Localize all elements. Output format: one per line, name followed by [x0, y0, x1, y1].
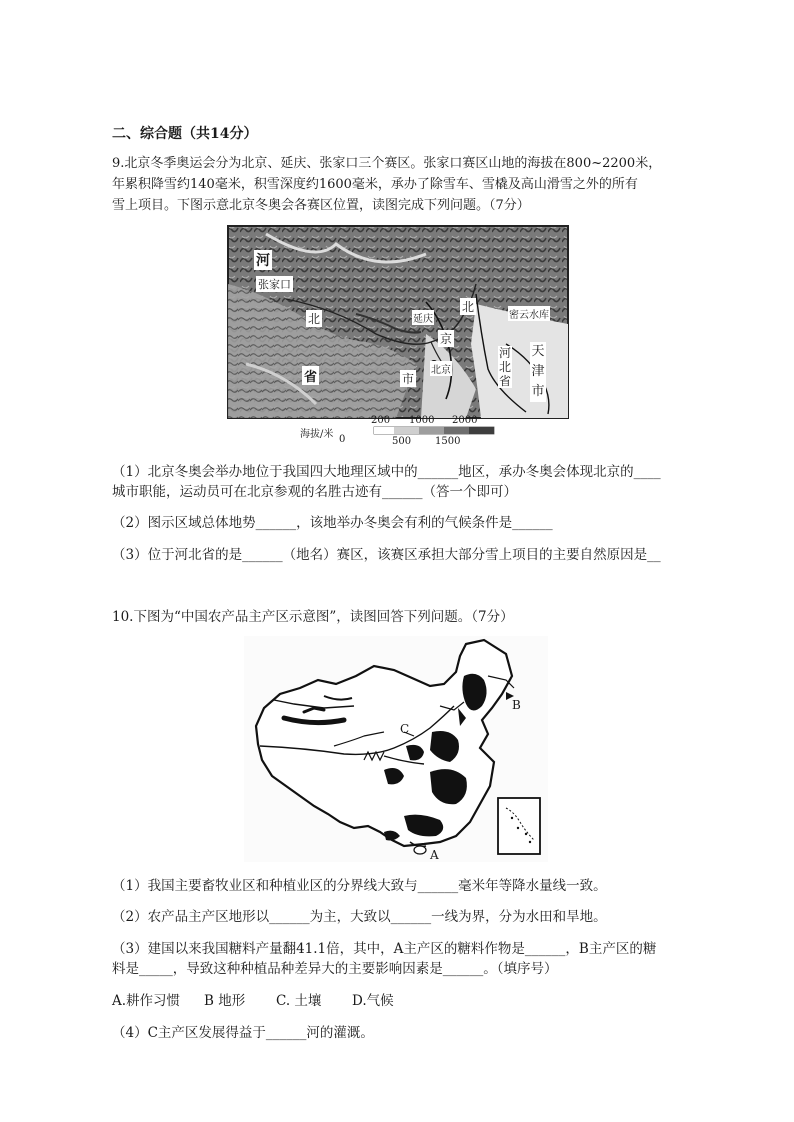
- q10-sub-3-line-1: （3）建国以来我国糖料产量翻41.1倍，其中，A主产区的糖料作物是______，B主产区的糖: [112, 941, 657, 957]
- map-label-tianjin-city: [530, 342, 546, 402]
- map-label-hebei-char-3: 省: [498, 374, 511, 388]
- china-agri-map: [244, 636, 548, 862]
- map-label-zhangjiakou: 张家口: [258, 278, 291, 291]
- map-label-tianjin-char-2: 津: [531, 364, 545, 379]
- q10-stem: 10.下图为“中国农产品主产区示意图”，读图回答下列问题。（7分）: [112, 609, 514, 625]
- beijing-relief-map-graphic: [226, 224, 574, 450]
- beijing-relief-map: [226, 224, 574, 450]
- q10-sub-3-line-2: 料是_____，导致这种种植品种差异大的主要影响因素是______。（填序号）: [112, 961, 558, 977]
- map-label-tianjin-char-3: 市: [531, 384, 545, 399]
- map-label-tianjin-char-1: 天: [531, 344, 545, 359]
- q10-sub-4: （4）C主产区发展得益于______河的灌溉。: [112, 1025, 374, 1041]
- q10-option-a: A.耕作习惯: [112, 993, 181, 1009]
- map-label-beijing: 北京: [430, 361, 452, 376]
- q9-stem-line-1: 9.北京冬季奥运会分为北京、延庆、张家口三个赛区。张家口赛区山地的海拔在800~2200米，: [112, 156, 662, 171]
- map-label-sheng: 省: [302, 366, 319, 385]
- q10-sub-1: （1）我国主要畜牧业区和种植业区的分界线大致与______毫米年等降水量线一致。: [112, 878, 607, 894]
- legend-tick-2000: 2000: [452, 415, 478, 426]
- map-label-hebei-province: [498, 346, 512, 388]
- map-label-b: B: [512, 698, 521, 712]
- legend-tick-1500: 1500: [435, 436, 461, 447]
- map-label-a: A: [430, 848, 439, 862]
- map-label-bei-right: 北: [462, 300, 475, 314]
- legend-tick-0: 0: [339, 434, 346, 445]
- q9-stem-line-2: 年累积降雪约140毫米，积雪深度约1600毫米，承办了除雪车、雪橇及高山滑雪之外的所有: [112, 177, 638, 192]
- map-label-he: 河: [254, 250, 272, 270]
- q9-sub-3: （3）位于河北省的是______（地名）赛区，该赛区承担大部分雪上项目的主要自然原因是__: [112, 547, 661, 563]
- map-label-bei-left: 北: [308, 312, 321, 326]
- q9-sub-1-line-1: （1）北京冬奥会举办地位于我国四大地理区域中的______地区，承办冬奥会体现北京的____: [112, 464, 661, 480]
- map-label-miyun-reservoir: 密云水库: [508, 306, 550, 321]
- q10-option-d: D.气候: [352, 993, 394, 1009]
- map-label-hebei-char-1: 河: [498, 346, 511, 360]
- map-label-yanqing: 延庆: [412, 310, 434, 325]
- q10-option-b: B 地形: [204, 993, 246, 1009]
- legend-tick-500: 500: [392, 436, 412, 447]
- map-label-jing: 京: [440, 332, 453, 346]
- legend-title: 海拔/米: [300, 429, 334, 440]
- q10-option-c: C. 土壤: [276, 993, 322, 1009]
- legend-tick-200: 200: [371, 415, 391, 426]
- q10-sub-2: （2）农产品主产区地形以______为主，大致以______一线为界，分为水田和旱地。: [112, 909, 607, 925]
- china-agri-map-graphic: [244, 636, 548, 862]
- map-label-c: C: [400, 722, 410, 736]
- map-label-shi: 市: [402, 372, 415, 386]
- q9-stem-line-3: 雪上项目。下图示意北京冬奥会各赛区位置，读图完成下列问题。（7分）: [112, 198, 530, 213]
- q9-sub-2: （2）图示区域总体地势______，该地举办冬奥会有利的气候条件是______: [112, 515, 553, 531]
- legend-tick-1000: 1000: [409, 415, 435, 426]
- map-label-hebei-char-2: 北: [498, 360, 511, 374]
- section-heading: 二、综合题（共14分）: [112, 126, 258, 142]
- q9-sub-1-line-2: 城市职能，运动员可在北京参观的名胜古迹有______（答一个即可）: [112, 484, 517, 500]
